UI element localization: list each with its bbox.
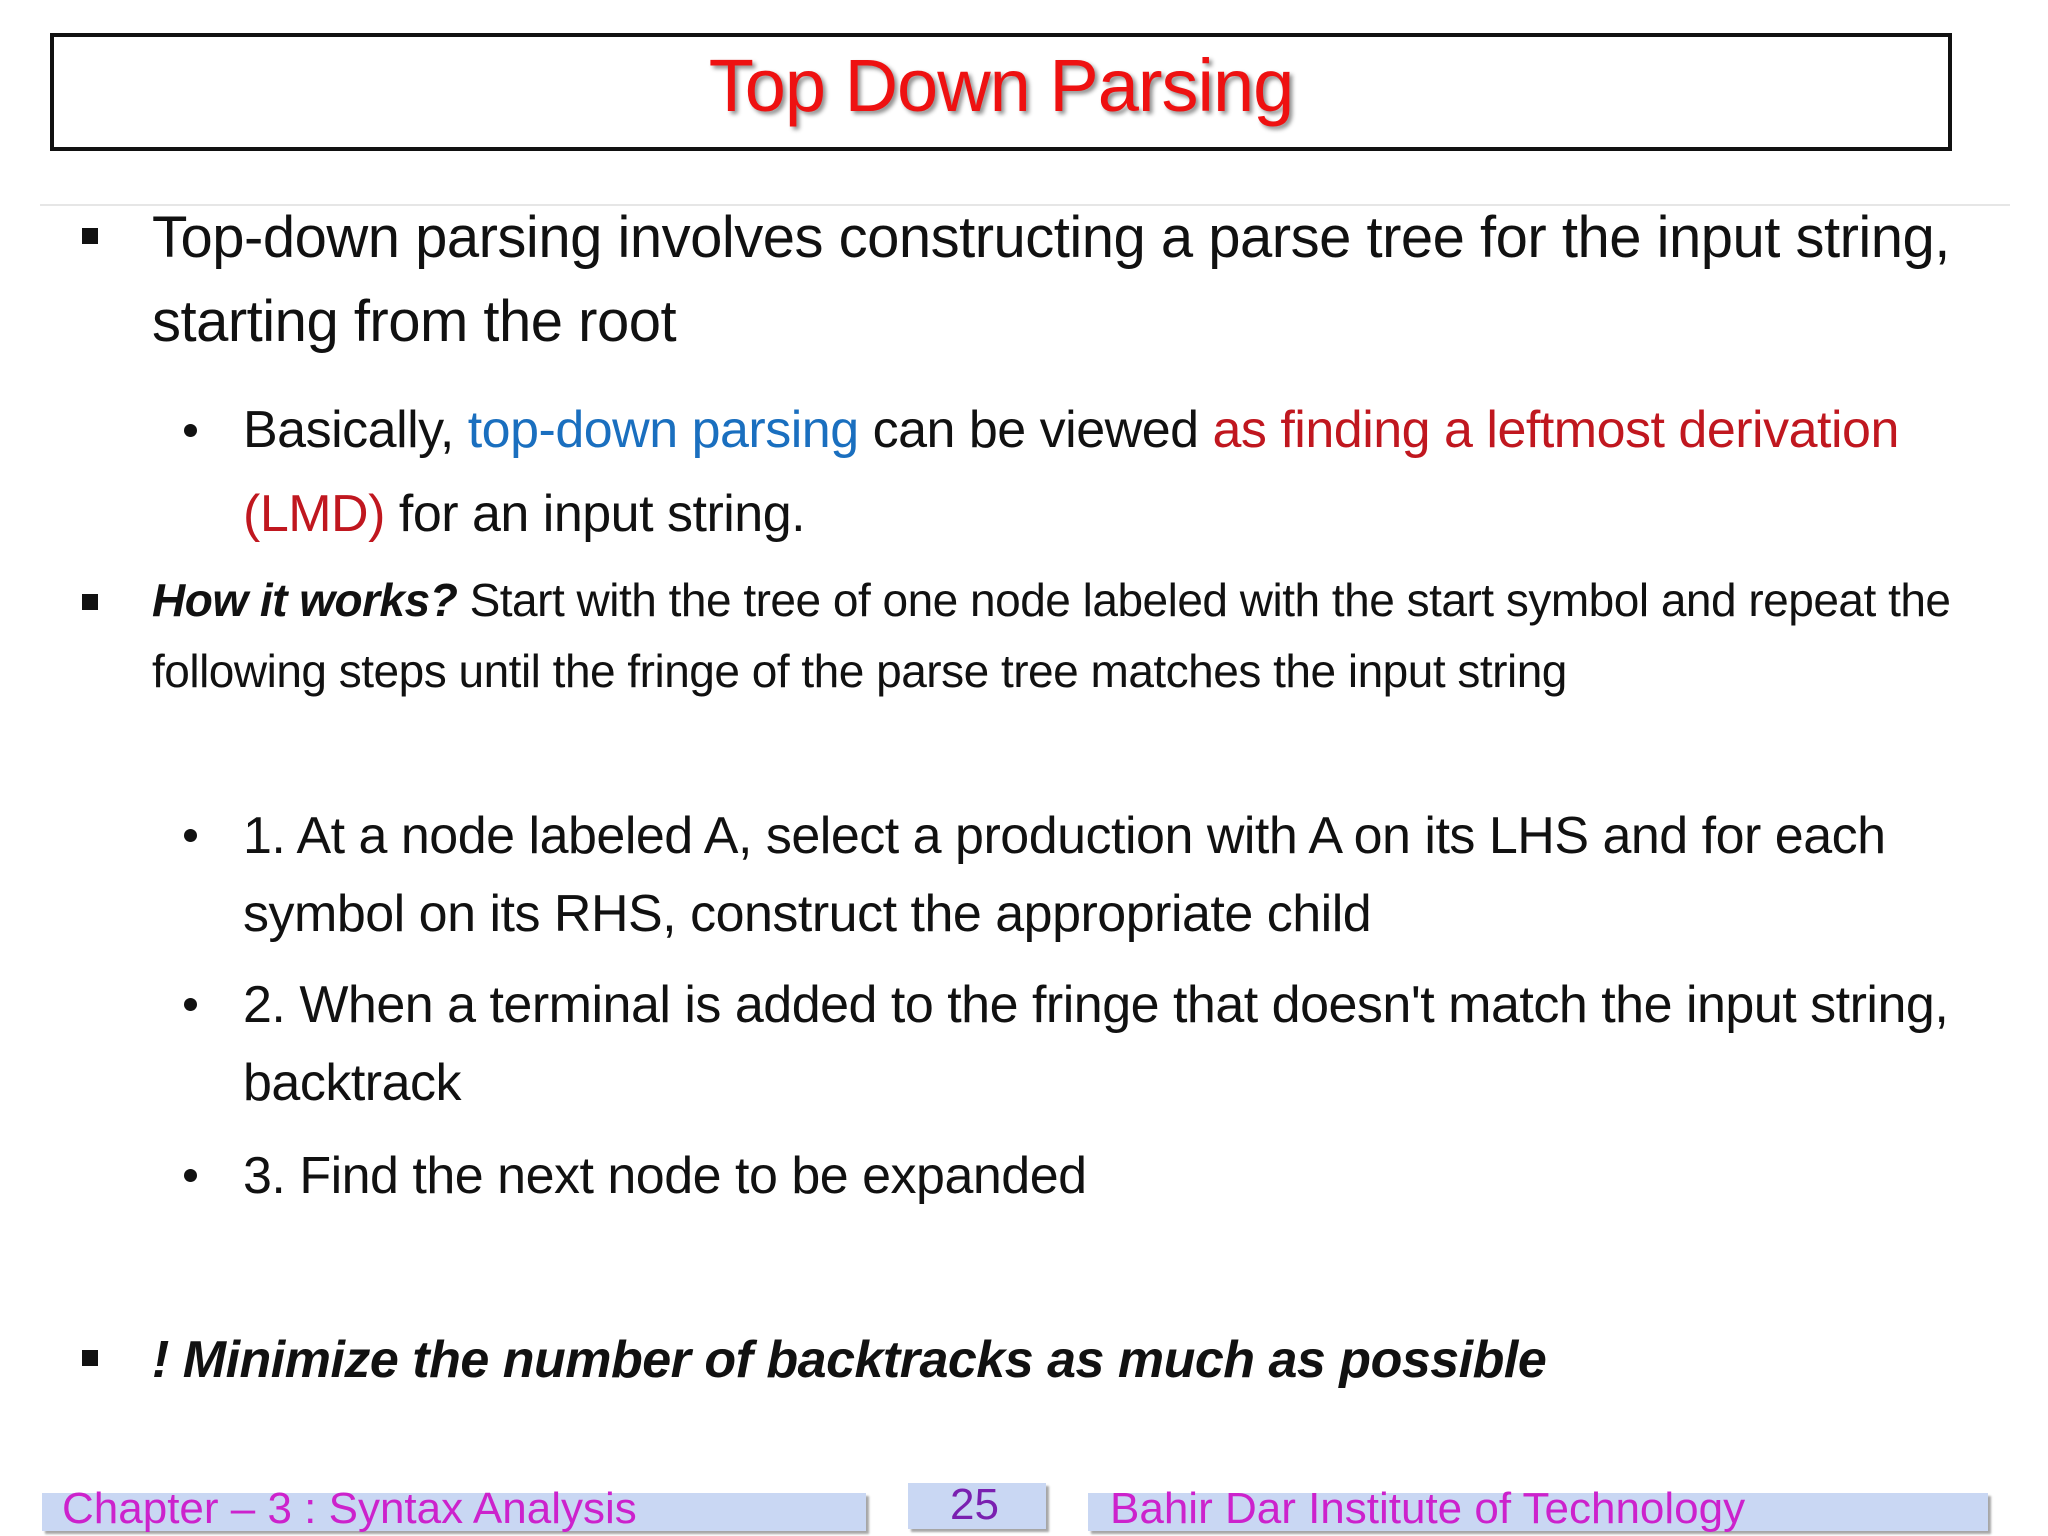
square-bullet-icon <box>82 1350 98 1366</box>
step-text-2: 2. When a terminal is added to the fringe that doesn't match the input string, backtrack <box>243 976 1949 1112</box>
step-text-3: 3. Find the next node to be expanded <box>243 1147 1087 1205</box>
sub-bullet-suffix: for an input string. <box>384 485 806 543</box>
how-it-works-label: How it works? <box>152 574 458 626</box>
page-number: 25 <box>950 1480 999 1529</box>
round-bullet-icon <box>184 424 197 437</box>
highlight-blue-text: top-down parsing <box>467 401 859 459</box>
round-bullet-icon <box>184 829 197 842</box>
highlight-red-text: as finding a leftmost derivation (LMD) <box>243 401 1899 543</box>
sub-bullet-text-1 <box>243 388 2003 556</box>
bullet-text-3: ! Minimize the number of backtracks as much as possible <box>152 1331 1547 1389</box>
sub-bullet-middle: can be viewed <box>858 401 1213 459</box>
bullet-text-1: Top-down parsing involves constructing a parse tree for the input string, starting from the root <box>152 205 1950 354</box>
bullet-text-2 <box>152 565 1982 707</box>
footer-chapter: Chapter – 3 : Syntax Analysis <box>62 1484 637 1533</box>
title-box <box>50 33 1952 151</box>
slide-title: Top Down Parsing <box>708 44 1294 127</box>
how-it-works-text: Start with the tree of one node labeled with the start symbol and repeat the following steps until the fringe of the parse tree matches the input string <box>152 574 1951 697</box>
step-text-1: 1. At a node labeled A, select a production with A on its LHS and for each symbol on its RHS, construct the appropriate child <box>243 807 1886 943</box>
square-bullet-icon <box>82 594 98 610</box>
square-bullet-icon <box>82 228 98 244</box>
round-bullet-icon <box>184 998 197 1011</box>
round-bullet-icon <box>184 1169 197 1182</box>
sub-bullet-prefix: Basically, <box>243 401 468 459</box>
footer-institute: Bahir Dar Institute of Technology <box>1110 1484 1746 1533</box>
